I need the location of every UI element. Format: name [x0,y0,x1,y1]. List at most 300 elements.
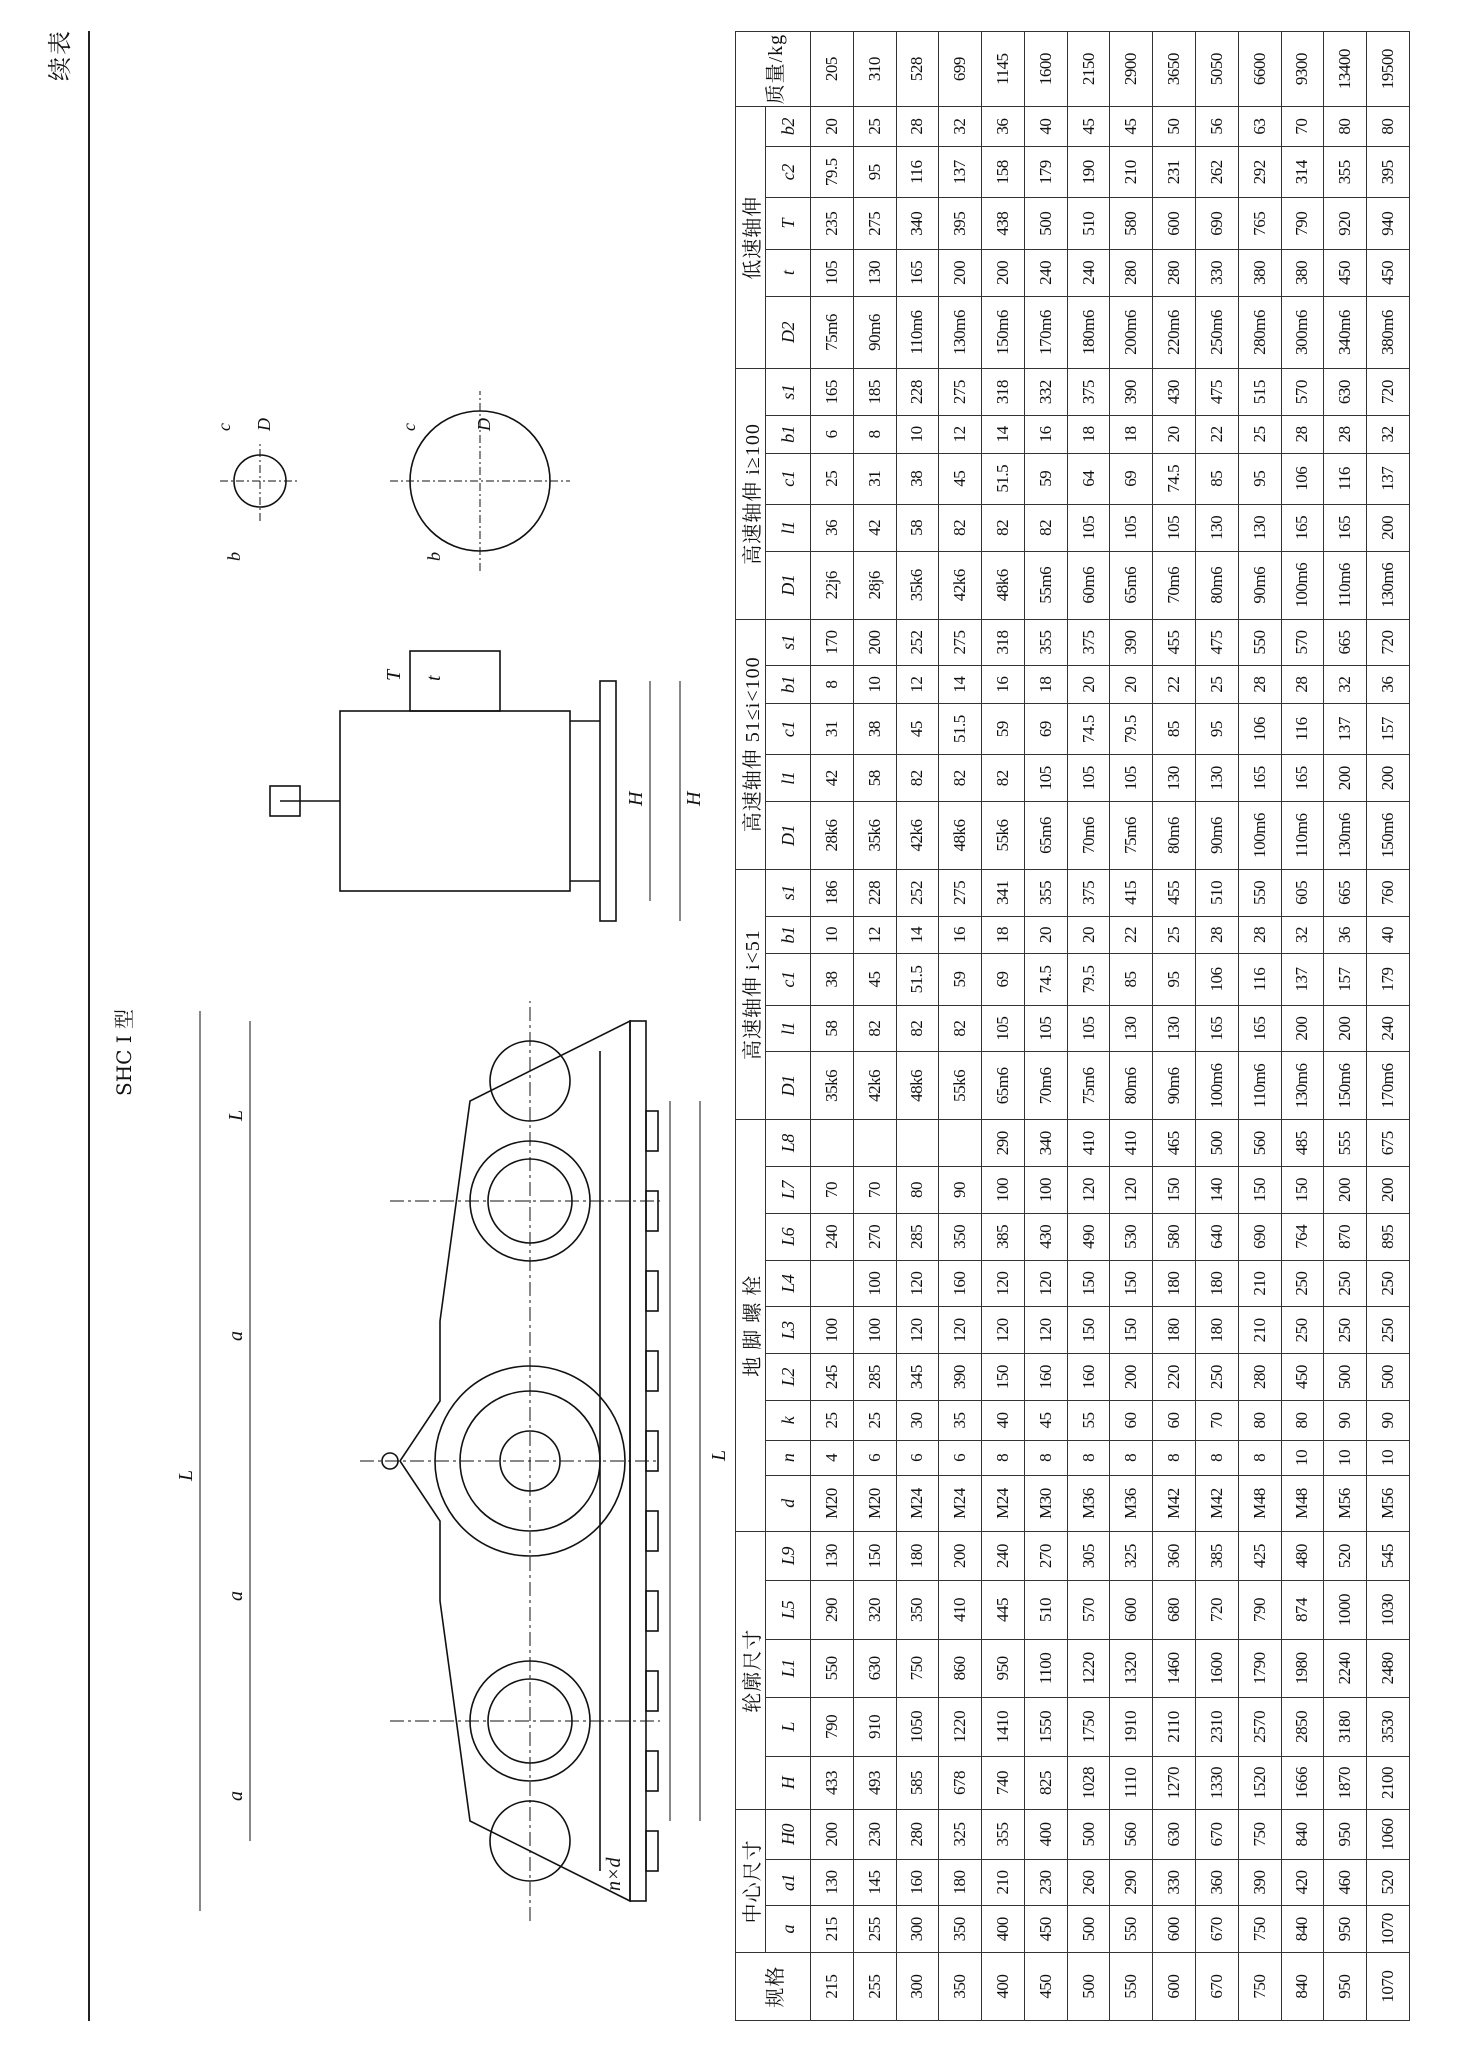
table-cell: 10 [811,916,854,953]
table-cell: 240 [1367,1005,1410,1052]
table-cell: 90m6 [1196,802,1239,870]
table-cell: 82 [939,504,982,551]
symbol-ls-0: D2 [766,296,811,369]
table-cell: 280m6 [1238,296,1281,369]
table-cell: 36 [1367,666,1410,703]
table-cell: 340m6 [1324,296,1367,369]
table-cell: 240 [1067,249,1110,296]
table-cell: 1910 [1110,1698,1153,1756]
table-cell: 10 [896,416,939,453]
table-cell: 280 [1110,249,1153,296]
table-cell: 75m6 [811,296,854,369]
table-cell: 200 [1324,1005,1367,1052]
table-cell: 450 [1324,249,1367,296]
table-cell: 430 [1153,369,1196,416]
table-cell: 18 [1067,416,1110,453]
table-cell: 260 [1067,1859,1110,1906]
table-cell: 110m6 [1238,1052,1281,1120]
table-cell: 1220 [1067,1639,1110,1697]
table-cell: 18 [982,916,1025,953]
table-cell: 160 [939,1260,982,1307]
table-cell: 275 [939,369,982,416]
table-cell: 165 [896,249,939,296]
table-cell: 80 [1238,1401,1281,1441]
table-cell: 100 [1024,1167,1067,1214]
table-cell: 5050 [1196,32,1239,107]
table-cell: 48k6 [896,1052,939,1120]
table-cell: 325 [1110,1532,1153,1581]
table-cell: 1028 [1067,1756,1110,1810]
table-cell: 42k6 [853,1052,896,1120]
table-cell: 74.5 [1024,954,1067,1005]
table-cell: 250 [1196,1354,1239,1401]
table-cell: 300m6 [1281,296,1324,369]
table-cell: 25 [1153,916,1196,953]
table-cell: 63 [1238,107,1281,147]
table-cell: 13400 [1324,32,1367,107]
table-cell: 570 [1281,619,1324,666]
symbol-hs1-4: s1 [766,869,811,916]
table-cell: 150 [1281,1167,1324,1214]
table-cell: 150 [1110,1260,1153,1307]
table-cell: 640 [1196,1213,1239,1260]
table-cell: 332 [1024,369,1067,416]
table-cell: M30 [1024,1475,1067,1531]
table-cell: 82 [982,755,1025,802]
mass-header: 质量/kg [736,32,811,107]
table-row [811,32,854,2021]
table-cell: 186 [811,869,854,916]
table-cell: 670 [1196,1906,1239,1953]
table-cell: 38 [811,954,854,1005]
label-H0: H [625,791,647,806]
table-cell: 90 [939,1167,982,1214]
table-cell: 16 [982,666,1025,703]
hs3-header: 高速轴伸 i≥100 [736,369,766,619]
table-cell: 100m6 [1196,1052,1239,1120]
table-cell: 438 [982,198,1025,249]
table-cell: 475 [1196,369,1239,416]
table-cell: 8 [982,1440,1025,1475]
table-cell: 6600 [1238,32,1281,107]
table-cell: 380 [1238,249,1281,296]
table-cell: 240 [1024,249,1067,296]
symbol-bolt-4: L3 [766,1307,811,1354]
table-cell: 605 [1281,869,1324,916]
table-cell: 2150 [1067,32,1110,107]
table-cell: 500 [1067,1953,1110,2021]
table-cell: 55k6 [939,1052,982,1120]
symbol-outline-4: L9 [766,1532,811,1581]
table-cell: 560 [1238,1120,1281,1167]
table-cell: 950 [982,1639,1025,1697]
table-cell: 355 [1024,869,1067,916]
table-cell: 385 [982,1213,1025,1260]
table-cell: 48k6 [939,802,982,870]
table-cell: 64 [1067,453,1110,504]
table-cell: 36 [811,504,854,551]
table-cell: 550 [1110,1953,1153,2021]
table-cell: 764 [1281,1213,1324,1260]
table-cell: 180 [1196,1307,1239,1354]
table-cell: 110m6 [1281,802,1324,870]
spec-header: 规格 [736,1953,811,2021]
table-cell: 395 [939,198,982,249]
table-cell [939,1120,982,1167]
table-cell: 290 [982,1120,1025,1167]
table-cell: 69 [982,954,1025,1005]
table-cell: 360 [1196,1859,1239,1906]
symbol-hs1-2: c1 [766,954,811,1005]
table-cell: 190 [1067,147,1110,198]
table-cell: 82 [896,755,939,802]
table-cell: 100m6 [1238,802,1281,870]
symbol-hs1-3: b1 [766,916,811,953]
table-cell: 1145 [982,32,1025,107]
table-cell: 325 [939,1810,982,1859]
table-cell: 82 [896,1005,939,1052]
table-cell: 500 [1196,1120,1239,1167]
table-cell: 300 [896,1953,939,2021]
table-cell: 350 [939,1213,982,1260]
label-T: T [383,669,405,681]
table-cell: 19500 [1367,32,1410,107]
table-cell: 600 [1153,198,1196,249]
symbol-hs3-1: l1 [766,504,811,551]
table-cell: 2570 [1238,1698,1281,1756]
table-cell: 460 [1324,1859,1367,1906]
table-cell: 157 [1367,703,1410,754]
table-cell: 38 [853,703,896,754]
table-cell: 145 [853,1859,896,1906]
table-cell: 150 [1067,1307,1110,1354]
table-cell: 375 [1067,369,1110,416]
table-cell: 170 [811,619,854,666]
symbol-outline-1: L [766,1698,811,1756]
symbol-bolt-8: L8 [766,1120,811,1167]
table-cell: 200m6 [1110,296,1153,369]
table-cell: 165 [811,369,854,416]
table-cell: 28 [896,107,939,147]
table-cell: 59 [982,703,1025,754]
symbol-outline-0: H [766,1756,811,1810]
table-cell: 25 [853,107,896,147]
table-cell: 340 [1024,1120,1067,1167]
symbol-bolt-2: k [766,1401,811,1441]
table-cell: 262 [1196,147,1239,198]
symbol-ls-4: b2 [766,107,811,147]
table-cell: 210 [1110,147,1153,198]
table-cell: 240 [982,1532,1025,1581]
symbol-ls-2: T [766,198,811,249]
table-cell: 510 [1196,869,1239,916]
table-cell: 345 [896,1354,939,1401]
table-cell: 165 [1281,504,1324,551]
table-cell: 200 [1110,1354,1153,1401]
table-cell: 58 [896,504,939,551]
table-cell: 120 [1024,1307,1067,1354]
table-cell: 8 [1153,1440,1196,1475]
table-cell: 79.5 [811,147,854,198]
table-cell: 330 [1153,1859,1196,1906]
table-cell: M48 [1238,1475,1281,1531]
table-cell: 130 [1196,504,1239,551]
table-cell: 110m6 [1324,551,1367,619]
table-cell: 100 [811,1307,854,1354]
figure-title: SHC Ⅰ 型 [112,1008,136,1096]
table-cell: 105 [1024,755,1067,802]
table-cell: 200 [1281,1005,1324,1052]
table-cell: 220 [1153,1354,1196,1401]
table-cell: 950 [1324,1953,1367,2021]
table-cell: 45 [1024,1401,1067,1441]
table-cell: 160 [1024,1354,1067,1401]
table-cell: 150 [1153,1167,1196,1214]
table-cell: 130 [1196,755,1239,802]
table-cell: 1110 [1110,1756,1153,1810]
table-cell: 170m6 [1024,296,1067,369]
table-cell: 252 [896,619,939,666]
table-cell: 50 [1153,107,1196,147]
table-cell: 840 [1281,1953,1324,2021]
table-cell: 2100 [1367,1756,1410,1810]
table-cell: 450 [1024,1906,1067,1953]
table-cell: 690 [1196,198,1239,249]
table-cell: 480 [1281,1532,1324,1581]
table-cell: 2900 [1110,32,1153,107]
table-cell: 490 [1067,1213,1110,1260]
table-cell: 320 [853,1581,896,1639]
table-cell: 45 [939,453,982,504]
table-cell: 250m6 [1196,296,1239,369]
table-cell: 82 [939,755,982,802]
table-row [1324,32,1367,2021]
table-cell: 410 [1067,1120,1110,1167]
table-cell: 555 [1324,1120,1367,1167]
symbol-center-1: a1 [766,1859,811,1906]
table-cell: 380m6 [1367,296,1410,369]
table-cell: M20 [853,1475,896,1531]
table-cell: 290 [811,1581,854,1639]
table-cell: 25 [811,453,854,504]
table-cell: 28 [1324,416,1367,453]
table-cell: 455 [1153,619,1196,666]
table-cell: 228 [853,869,896,916]
label-a-left: a [225,1591,247,1601]
table-cell: 570 [1281,369,1324,416]
table-cell: 340 [896,198,939,249]
table-cell: 200 [853,619,896,666]
label-D1: D [254,418,274,431]
symbol-hs2-4: s1 [766,619,811,666]
table-cell: 140 [1196,1167,1239,1214]
table-cell: 350 [939,1953,982,2021]
table-cell: 60 [1110,1401,1153,1441]
table-cell: 28 [1238,916,1281,953]
table-cell: 82 [939,1005,982,1052]
table-cell: 120 [1024,1260,1067,1307]
table-cell: 1330 [1196,1756,1239,1810]
table-cell: 400 [1024,1810,1067,1859]
table-cell: 56 [1196,107,1239,147]
table-cell: 18 [1024,666,1067,703]
label-a1: a [225,1791,247,1801]
continued-header: 续表 [46,29,74,81]
table-cell: 390 [1110,369,1153,416]
table-cell: 180 [896,1532,939,1581]
table-cell: 32 [1281,916,1324,953]
table-cell: 130 [1153,1005,1196,1052]
table-cell: 137 [1324,703,1367,754]
table-cell: 120 [896,1307,939,1354]
table-cell: 130m6 [1324,802,1367,870]
label-L1: L [708,1449,730,1461]
table-cell: 25 [811,1401,854,1441]
table-cell: 400 [982,1906,1025,1953]
table-cell: 445 [982,1581,1025,1639]
table-cell: 150 [1238,1167,1281,1214]
table-cell: 290 [1110,1859,1153,1906]
table-cell: 430 [1024,1213,1067,1260]
table-cell: 270 [853,1213,896,1260]
symbol-hs2-3: b1 [766,666,811,703]
table-cell: 158 [982,147,1025,198]
table-cell: 6 [811,416,854,453]
table-cell: 180 [1153,1307,1196,1354]
table-cell: 12 [853,916,896,953]
table-cell: 65m6 [982,1052,1025,1120]
table-cell: 2850 [1281,1698,1324,1756]
table-cell: 200 [1324,1167,1367,1214]
table-cell: 22j6 [811,551,854,619]
table-cell: 285 [896,1213,939,1260]
table-cell: 36 [982,107,1025,147]
table-cell: 59 [939,954,982,1005]
table-cell: 270 [1024,1532,1067,1581]
table-cell: 600 [1153,1906,1196,1953]
table-cell: 10 [1281,1440,1324,1475]
reducer-drawing [140,371,740,2021]
table-cell: 36 [1324,916,1367,953]
label-a-right: a [225,1331,247,1341]
table-row [1153,32,1196,2021]
table-cell: 280 [896,1810,939,1859]
table-cell: 2480 [1367,1639,1410,1697]
table-cell: 550 [811,1639,854,1697]
table-cell: 130 [1238,504,1281,551]
table-cell: 51.5 [939,703,982,754]
table-cell: 55m6 [1024,551,1067,619]
table-cell: 106 [1238,703,1281,754]
table-cell: 25 [1238,416,1281,453]
table-cell: 1600 [1024,32,1067,107]
table-cell: 179 [1024,147,1067,198]
table-cell: 51.5 [896,954,939,1005]
table-cell: 450 [1281,1354,1324,1401]
table-cell: 150m6 [1324,1052,1367,1120]
table-cell: 1050 [896,1698,939,1756]
table-cell: 31 [853,453,896,504]
table-cell: 116 [896,147,939,198]
table-cell: 750 [896,1639,939,1697]
table-cell: 450 [1367,249,1410,296]
label-H: H [683,791,705,806]
table-cell: 105 [1110,755,1153,802]
table-cell: 8 [1196,1440,1239,1475]
table-cell: 355 [1324,147,1367,198]
table-cell: 292 [1238,147,1281,198]
table-cell: 493 [853,1756,896,1810]
table-cell: 285 [853,1354,896,1401]
table-cell: 35k6 [853,802,896,870]
label-b1: b [224,552,244,561]
table-cell: 485 [1281,1120,1324,1167]
table-cell: 75m6 [1110,802,1153,870]
table-cell: 28k6 [811,802,854,870]
table-cell: 8 [1067,1440,1110,1475]
table-cell: 200 [1367,755,1410,802]
table-cell: 51.5 [982,453,1025,504]
table-cell: 20 [1067,666,1110,703]
table-cell: 545 [1367,1532,1410,1581]
table-cell: 1750 [1067,1698,1110,1756]
table-cell: 1520 [1238,1756,1281,1810]
label-L: L [175,1469,197,1481]
table-cell: 70m6 [1067,802,1110,870]
table-cell: 12 [939,416,982,453]
table-cell: 530 [1110,1213,1153,1260]
table-cell: 8 [1024,1440,1067,1475]
table-cell: 2310 [1196,1698,1239,1756]
table-cell: 314 [1281,147,1324,198]
table-cell: 105 [811,249,854,296]
table-cell: 840 [1281,1810,1324,1859]
table-cell: 450 [1024,1953,1067,2021]
table-cell: 105 [1153,504,1196,551]
table-cell: 137 [939,147,982,198]
table-cell: 200 [1367,1167,1410,1214]
table-cell: 305 [1067,1532,1110,1581]
table-cell: 500 [1067,1906,1110,1953]
table-cell: 355 [1024,619,1067,666]
table-cell: 95 [1153,954,1196,1005]
table-row [896,32,939,2021]
table-cell: M24 [982,1475,1025,1531]
table-cell: 165 [1196,1005,1239,1052]
table-cell: 1550 [1024,1698,1067,1756]
table-cell: 275 [939,869,982,916]
table-cell: 14 [896,916,939,953]
label-L9: L [225,1109,247,1121]
table-cell: 950 [1324,1810,1367,1859]
table-cell: 500 [1367,1354,1410,1401]
outline-header: 轮廓尺寸 [736,1532,766,1810]
table-cell: 200 [982,249,1025,296]
table-cell: 60m6 [1067,551,1110,619]
table-cell: 630 [1324,369,1367,416]
table-cell: 1270 [1153,1756,1196,1810]
table-cell: 790 [811,1698,854,1756]
table-cell: M42 [1196,1475,1239,1531]
table-cell: 20 [811,107,854,147]
table-cell: 2110 [1153,1698,1196,1756]
table-cell: 40 [982,1401,1025,1441]
table-cell: 82 [1024,504,1067,551]
table-cell: 45 [853,954,896,1005]
table-cell: 390 [1110,619,1153,666]
table-cell: 318 [982,369,1025,416]
table-cell: 82 [853,1005,896,1052]
